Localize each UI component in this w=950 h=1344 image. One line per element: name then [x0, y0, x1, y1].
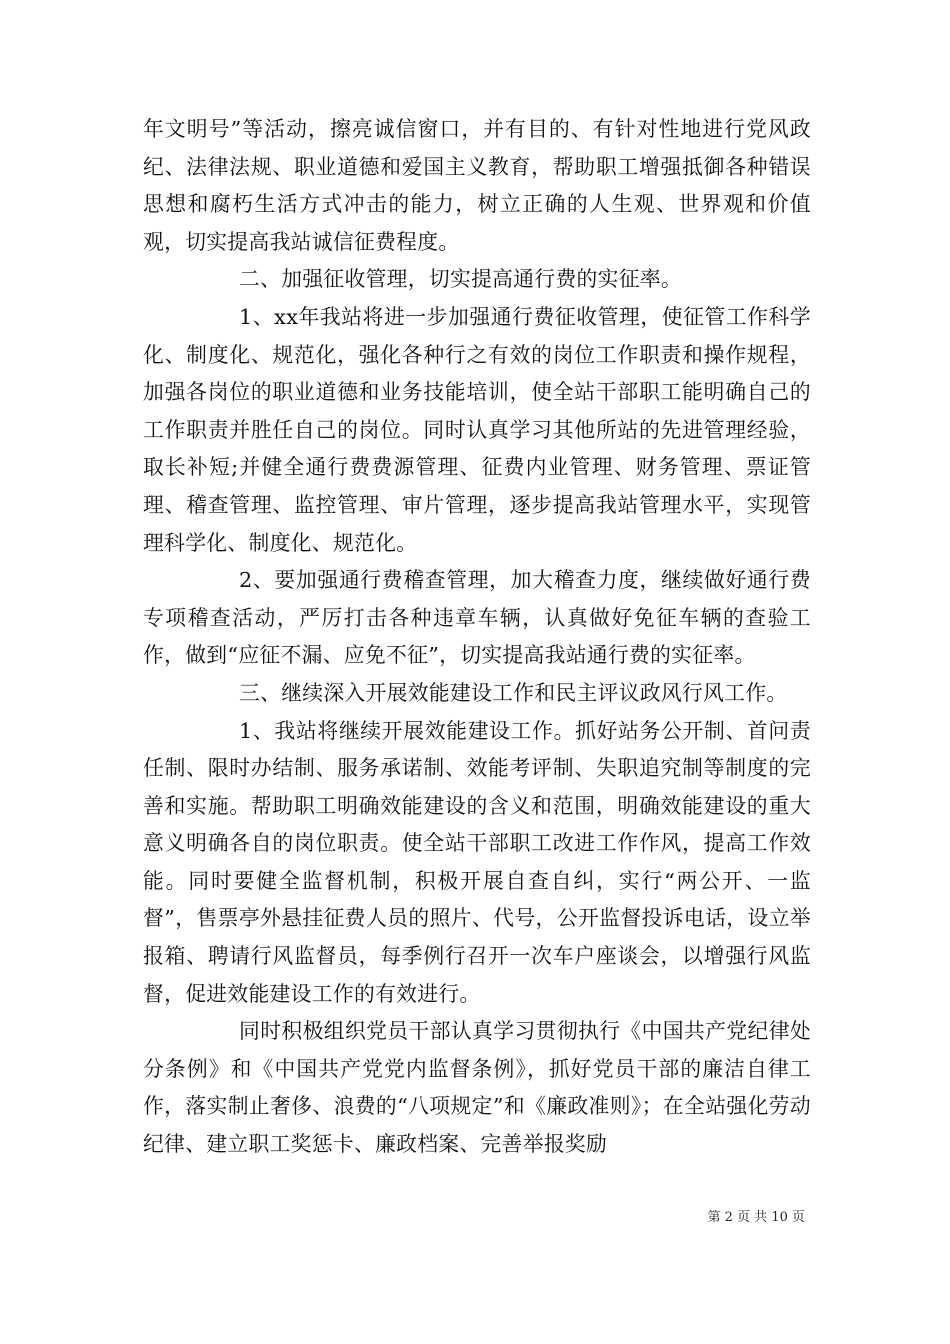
page-number: 第 2 页 共 10 页	[707, 1210, 805, 1225]
paragraph-3-2: 同时积极组织党员干部认真学习贯彻执行《中国共产党纪律处分条例》和《中国共产党党内监督条例》，抓好党员干部的廉洁自律工作，落实制止奢侈、浪费的“八项规定”和《廉政准则》；在全站强化劳动纪律、建立职工奖惩卡、廉政档案、完善举报奖励	[143, 1019, 811, 1157]
document-body	[143, 111, 811, 1164]
paragraph-2-1: 1、xx年我站将进一步加强通行费征收管理，使征管工作科学化、制度化、规范化，强化各种行之有效的岗位工作职责和操作规程，加强各岗位的职业道德和业务技能培训，使全站干部职工能明确自己的工作职责并胜任自己的岗位。同时认真学习其他所站的先进管理经验，取长补短;并健全通行费费源管理、征费内业管理、财务管理、票证管理、稽查管理、监控管理、审片管理，逐步提高我站管理水平，实现管理科学化、制度化、规范化。	[143, 304, 811, 555]
paragraph-1: 年文明号”等活动，擦亮诚信窗口，并有目的、有针对性地进行党风政纪、法律法规、职业道德和爱国主义教育，帮助职工增强抵御各种错误思想和腐朽生活方式冲击的能力，树立正确的人生观、世界观和价值观，切实提高我站诚信征费程度。	[143, 117, 811, 254]
section-heading-2: 二、加强征收管理，切实提高通行费的实征率。	[239, 267, 683, 292]
paragraph-2-2: 2、要加强通行费稽查管理，加大稽查力度，继续做好通行费专项稽查活动，严厉打击各种违章车辆，认真做好免征车辆的查验工作，做到“应征不漏、应免不征”，切实提高我站通行费的实征率。	[143, 568, 811, 668]
paragraph-3-1: 1、我站将继续开展效能建设工作。抓好站务公开制、首问责任制、限时办结制、服务承诺制、效能考评制、失职追究制等制度的完善和实施。帮助职工明确效能建设的含义和范围，明确效能建设的重大意义明确各自的岗位职责。使全站干部职工改进工作作风，提高工作效能。同时要健全监督机制，积极开展自查自纠，实行“两公开、一监督”，售票亭外悬挂征费人员的照片、代号，公开监督投诉电话，设立举报箱、聘请行风监督员，每季例行召开一次车户座谈会，以增强行风监督，促进效能建设工作的有效进行。	[143, 718, 811, 1006]
section-heading-3: 三、继续深入开展效能建设工作和民主评议政风行风工作。	[239, 680, 788, 705]
